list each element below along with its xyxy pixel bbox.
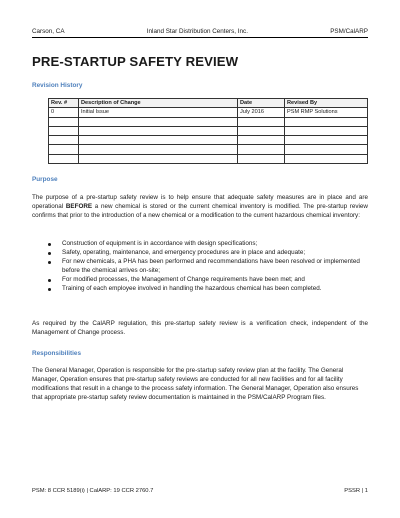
header-program: PSM/CalARP	[330, 28, 368, 35]
responsibilities-paragraph: The General Manager, Operation is responsible for the pre-startup safety review plan at the facility. The General Manager, Operation ensures that pre-startup safety reviews are conducted for all new facilities and for all facility modifications that result in a change to the process safety information. The General Manager, Operation also ensures that appropriate pre-startup safety review documentation is maintained in the PSM/CalARP Program files.	[32, 367, 359, 401]
purpose-closing-paragraph: As required by the CalARP regulation, this pre-startup safety review is a verification check, independent of the Management of Change process.	[32, 320, 368, 336]
table-cell	[79, 145, 238, 154]
revision-history-heading: Revision History	[32, 82, 83, 89]
table-cell	[49, 126, 79, 135]
table-cell	[49, 154, 79, 163]
table-row	[49, 136, 368, 145]
bullet-icon	[48, 261, 51, 264]
table-cell: PSM RMP Solutions	[285, 108, 368, 117]
table-cell	[49, 145, 79, 154]
list-item-text: For new chemicals, a PHA has been performed and recommendations have been resolved or implemented before the chemical arrives on-site;	[62, 257, 360, 274]
list-item-text: Training of each employee involved in handling the hazardous chemical has been completed.	[62, 284, 322, 292]
column-header-revised-by: Revised By	[285, 99, 368, 108]
purpose-paragraph	[32, 194, 368, 221]
bullet-icon	[48, 288, 51, 291]
table-cell	[79, 117, 238, 126]
table-cell	[238, 126, 285, 135]
table-cell	[238, 145, 285, 154]
header-location: Carson, CA	[32, 28, 65, 35]
table-cell	[79, 136, 238, 145]
revision-history-table	[48, 98, 368, 164]
purpose-text-part2: a new chemical is stored or the current chemical inventory is modified. The pre-startup review confirms that prior to the introduction of a new chemical or a modification to the current hazardous chemical inventory:	[32, 202, 368, 219]
table-cell	[285, 136, 368, 145]
purpose-heading: Purpose	[32, 176, 58, 183]
table-cell	[285, 117, 368, 126]
list-item	[48, 276, 368, 285]
table-cell	[238, 117, 285, 126]
table-row	[49, 108, 368, 117]
purpose-text-part1: The purpose of a pre-startup safety review is to help ensure that adequate safety measures are in place and are operational	[32, 194, 368, 210]
list-item-text: Construction of equipment is in accordance with design specifications;	[62, 240, 258, 247]
responsibilities-heading: Responsibilities	[32, 350, 82, 357]
bullet-icon	[48, 279, 51, 282]
page-title: PRE-STARTUP SAFETY REVIEW	[32, 54, 239, 69]
footer-page-number: PSSR | 1	[344, 488, 368, 494]
list-item	[48, 240, 368, 249]
table-cell	[285, 154, 368, 163]
list-item	[48, 285, 368, 294]
table-row	[49, 126, 368, 135]
table-cell: 0	[49, 108, 79, 117]
header-company: Inland Star Distribution Centers, Inc.	[146, 28, 248, 35]
purpose-bullet-list	[48, 240, 368, 293]
table-cell	[285, 126, 368, 135]
table-cell: Initial Issue	[79, 108, 238, 117]
column-header-rev: Rev. #	[49, 99, 79, 108]
table-cell	[238, 154, 285, 163]
list-item	[48, 249, 368, 258]
bullet-icon	[48, 252, 51, 255]
page-header	[32, 28, 368, 38]
list-item	[48, 258, 368, 276]
table-cell	[49, 136, 79, 145]
table-row	[49, 154, 368, 163]
table-cell: July 2016	[238, 108, 285, 117]
table-cell	[79, 126, 238, 135]
table-cell	[79, 154, 238, 163]
table-cell	[238, 136, 285, 145]
table-cell	[49, 117, 79, 126]
list-item-text: For modified processes, the Management of Change requirements have been met; and	[62, 275, 305, 283]
table-row	[49, 145, 368, 154]
page-footer	[32, 488, 368, 494]
table-row	[49, 117, 368, 126]
purpose-text-emphasis: BEFORE	[65, 202, 93, 210]
list-item-text: Safety, operating, maintenance, and emergency procedures are in place and adequate;	[62, 248, 306, 256]
table-header-row	[49, 99, 368, 108]
column-header-date: Date	[238, 99, 285, 108]
footer-regulation-reference: PSM: 8 CCR 5189(i) | CalARP: 19 CCR 2760.7	[32, 488, 154, 494]
bullet-icon	[48, 243, 51, 246]
table-cell	[285, 145, 368, 154]
column-header-description: Description of Change	[79, 99, 238, 108]
